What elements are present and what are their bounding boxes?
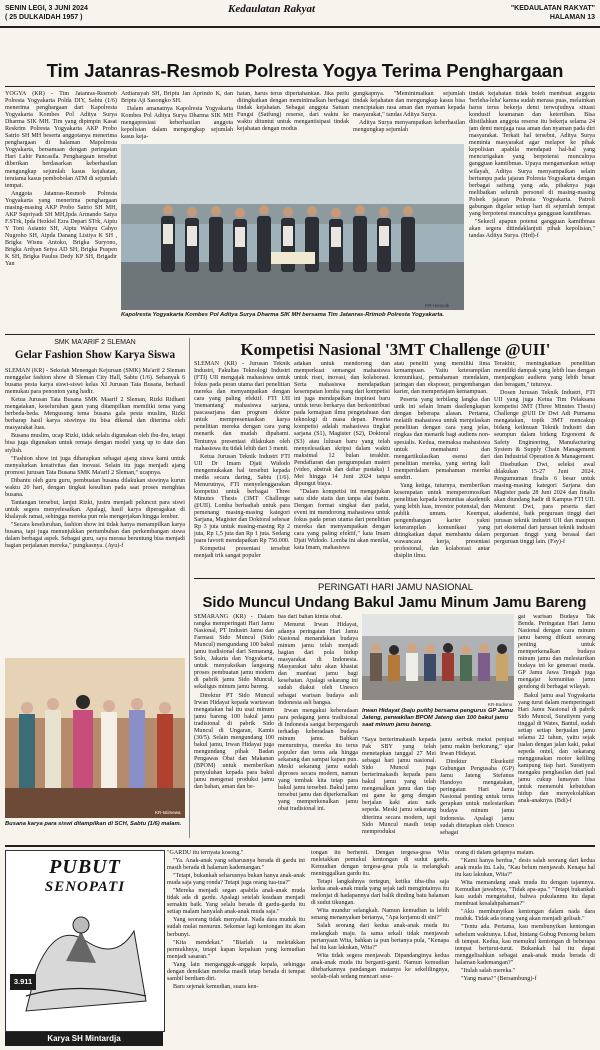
article2-headline: Gelar Fashion Show Karya Siswa bbox=[14, 349, 176, 361]
serial-col3 bbox=[455, 850, 595, 1046]
serial-c2-p4: Salah seorang dari kedua anak-anak muda itu melangkah maju. Ia sama sekali tidak menjawab pertanyaan Wita, bahkan ia pun bertanya pula, "Kenapa hal itu kau lakukan, Wita?" bbox=[311, 923, 449, 951]
fashion-show-photo bbox=[5, 658, 185, 818]
serial-col2 bbox=[311, 850, 449, 1046]
article1-c4-p1: gungkapnya. "Meminimalkan sejumlah tindak kejahatan dan mengungkap kasus bisa menciptakan rasa aman dan nyaman kepada masyarakat," tandas Aditya Surya. bbox=[353, 91, 465, 119]
article1-c2-p2: Dalam amanatnya Kapolresta Yogyakarta Kombes Pol Aditya Surya Dharma SIK MH mengapresiasi keberhasilan anggota kepolisian dalam mengungkap sejumlah kasus keja- bbox=[121, 106, 233, 141]
jamu-event-photo bbox=[362, 614, 514, 700]
serial-c1-p2: "Ya. Anak-anak yang seharusnya berada di gardu ini masih berada di halaman kademangan." bbox=[167, 858, 305, 872]
serial-c2-p3: Wita mundur selangkah. Namun kemudian ia lebih senang menanyakan bertanya, "Apa kerjamu di sini?" bbox=[311, 908, 449, 922]
article1-col4 bbox=[353, 91, 465, 141]
article3-c2-p1: adakan untuk mendorong dan memperkuat semangat mahasiswa untuk riset, inovasi, dan kolaborasi. Serta mahasiswa mendapatkan kesempatan lomba yang dari kompetisi ini juga mendapatkan inspirasi baru untuk terus berkarya dan berkontribusi pada kemajuan ilmu pengetahuan dan teknologi di masa depan. Peserta kompetisi adalah mahasiswa tingkat sarjana (S1), Magister (S2), Doktoral (S3) atau lulusan baru yang telah menyelesaikan skripsi dalam waktu maksimal 12 bulan terakhir. Pendaftaran dan pengumpulan materi (video, abstrak dan daftar pustaka) 1 Mei hingga 14 Juni 2024 tanpa dipungut biaya. bbox=[294, 361, 390, 487]
article1-col2 bbox=[121, 91, 233, 141]
article3-c3-p1: atau peneliti yang memiliki lima kemampuan. Yaitu keterampilan komunikasi, pemahaman mendalam, jaringan dan eksposur, pengembangan karier, dan mempertajam kemampuan. bbox=[394, 361, 490, 396]
article1-c1-p1: YOGYA (KR) - Tim Jatanras-Resmob Polresta Yogyakarta Polda DIY, Sabtu (1/6) menerima penghargaan dari Kapolresta Yogyakarta Kombes Pol Aditya Surya Dharma SIK MH. Tim yang dipimpin Kasat Reskrim Polresta Yogyakarta AKP Probo Satrio SH MH beserta anggotanya menerima penghargaan di halaman Mapolresta Yogyakarta, bersamaan dengan peringatan Hari Lahir Pancasila. Penghargaan tersebut diberikan berdasarkan keberhasilan mengungkap sejumlah kasus kejahatan, terutama kasus pembobolan ATM di sejumlah tempat. bbox=[5, 91, 117, 189]
article1-col5 bbox=[469, 91, 595, 329]
header-paper: "KEDAULATAN RAKYAT" bbox=[510, 5, 595, 12]
serial-c2-p1: tongan itu berhenti. Dengan tergesa-gesa Wita meletakkan pemukul kentongan di sudut gardu. Kemudian dengan tergesa-gesa pula ia melangkah meninggalkan gardu itu. bbox=[311, 850, 449, 878]
article2-p1: SLEMAN (KR) - Sekolah Menengah Kejuruan (SMK) Ma'arif 2 Sleman menggelar fashion show di Sleman City Hall, Sabtu (1/6). Sebanyak 6 busana pesta karya siswi-siswi kelas XI Jurusan Tata Busana, berhasil memukau para penonton yang hadir. bbox=[5, 368, 185, 396]
serial-illustration bbox=[5, 850, 165, 1032]
serial-author: Karya SH Mintardja bbox=[5, 1032, 163, 1046]
article1-headline: Tim Jatanras-Resmob Polresta Yogya Terima Penghargaan bbox=[46, 60, 564, 81]
article3-c1-p3: Kompetisi presentasi tersebut menjadi trik sangat populer bbox=[194, 546, 290, 560]
serial-c3-p6: "Itulah salah mereka." bbox=[461, 967, 516, 974]
article4-col3 bbox=[362, 737, 436, 840]
article4-c2-p3: Irwan mengakui keberadaan para pedagang jamu tradisional di Indonesia sangat berpengaruh terhadap keberadaan budaya minum jamu. Bahkan menurutnya, mereka itu terus populer dan terus ada hingga sekarang dan sampai kapan pun. Meski sekarang jamu sudah diproses secara modern, namun yang tombak kita tetap para bakul jamu tersebut. Bakul jamu tersebut jamu dan diperkenalkan yang memperkenalkan jamu obat tradisional ini. bbox=[278, 707, 358, 813]
article1-c2-p1: Ardiansyah SH, Briptu Jan Aprindo K, dan Briptu Aji Sasongko SH. bbox=[121, 91, 233, 105]
article4-headline: Sido Muncul Undang Bakul Jamu Minum Jamu Bareng bbox=[202, 595, 587, 611]
article3-col2 bbox=[294, 361, 390, 575]
article2-kicker: SMK MA'ARIF 2 SLEMAN bbox=[54, 339, 136, 346]
article3-c3-p2: Peserta yang terbilang langka dan unik ini selain Imam dasilengkapan dengan beberapa alasan. Pertama, melatih mahasiswa untuk menjelaskan penelitian dengan cara yang jelas, ringkas dan menarik bagi audiens non-spesialis. Kedua, memaksa mahasiswa untuk memahami dan mengartikulasikan esensi dari penelitian mereka, yang sering kali memperdalam pemahaman mereka sendiri. bbox=[394, 397, 490, 481]
article4-c2-p2: Menurut Irwan Hidayat, adanya peringatan Hari Jamu Nasional menandakan budaya minum jamu telah menjadi bagian dari pola hidup masyarakat di Indonesia. Masyarakat tahu akan khasiat dan manfaat jamu bagi kesehatan. Apalagi sekarang ini sudah diakui oleh Unesco sebagai warisan budaya asli Indonesia asli bangsa. bbox=[278, 622, 358, 706]
serial-c3-p7: "Yang mana?" (Bersambung)-f bbox=[461, 975, 537, 982]
article4-col1 bbox=[194, 614, 274, 840]
article2-photo-credit: KR-Istimewa bbox=[155, 810, 181, 815]
article4-photo-credit: KR-Budiono bbox=[488, 702, 513, 707]
serial-c3-p1: orang di dalam gelapnya malam. bbox=[455, 850, 535, 856]
article2-divider bbox=[189, 338, 190, 838]
article4-c4-p1: jamu serbuk meksi penjual jamu makin berkurang," ujar Irwan Hidayat. bbox=[440, 737, 514, 758]
serial-col1 bbox=[167, 850, 305, 1046]
serial-title-line2: SENOPATI bbox=[44, 879, 126, 895]
article4-c4-p2: Direktur Eksekutif Gubungan Pengusaha (GP) Jamu Jateng Stefanus Handoyo mengatakan, peringatan Hari Jamu Nasional penting untuk terus gerapkan untuk melestarikan budaya minum jamu Indonesia. Apalagi jamu sudah ditetapkan oleh Unesco sebagai bbox=[440, 759, 514, 836]
serial-c1-p8: Baru sejenak kemudian, suara ken- bbox=[173, 983, 259, 990]
article4-c3-p1: "Saya berterimakasih kepada Pak SBY yang telah menetapkan tanggal 27 Mei sebagai hari jamu nasional. Sido Muncul juga berterimakasih kepada para bakul jamu yang telah mengenalkan jamu dan tiap mi gane ke geng dengan berjalan kaki atau naik sepeda. Meski jamu sekarang diterima secara modern, tapi Sido Muncul masih tetap memproduksi bbox=[362, 737, 436, 835]
serial-c3-p2: "Kami hanya berdua," desis salah seorang dari kedua anak muda itu. Lalu, "Kau belum menjawab. Kenapa hal itu kau lakukan, Wita?" bbox=[455, 858, 595, 879]
article3-c1-p1: SLEMAN (KR) - Jurusan Teknik Industri, Fakultas Teknologi Industri (FTI) UII mengajak mahasiswa untuk fokus pada peran utama dari penelitian mereka dan menyampaikan dengan cara yang paling efektif. FTI UII 'memantang' mahasiswa sarjana, pascasarjana dan program doktor untuk mempresentasikan karya penelitian mereka dengan cara yang menarik dan mudah dipahami. Tentunya presentasi dilakukan oleh mahasiswa itu tidak lebih dari 3 menit. bbox=[194, 361, 290, 452]
serial-c3-p5: "Tentu ada. Pertama, kau membunyikan kentongan sebelum waktunya. Lihat, bintang Gubug Penceng belum di tempat. Kedua, kau memukul kentongan di beberapa tempat berturut-turut. Bukankah hal itu dapat menggelisahkan sebagai anak-anak muda berada di halaman kademangan?" bbox=[455, 924, 595, 966]
article4-c2-p1: bas dari bahan kimia obat. bbox=[278, 614, 343, 620]
article1-c4-p2: Aditya Surya menyampaikan keberhasilan mengungkap sejumlah bbox=[353, 120, 465, 134]
article1-photo-credit: KR-Hanyudi bbox=[425, 303, 450, 308]
article2-caption: Busana karya para siswi ditampilkan di SCH, Sabtu (1/6) malam. bbox=[5, 821, 182, 827]
article4-c5-p1: gai warisan Budaya Tak Benda. Peringatan Hari Jamu Nasional dengan cara minum jamu bareng diikuti seorang penting untuk memperkenalkan budaya minum jamu dan melestarikan budaya ini ke generasi muda. GP Jamu Jawa Tengah juga mengajar komunitas jamu gendong di berbagai wilayah. bbox=[518, 614, 595, 691]
serial-top-rule bbox=[5, 845, 595, 847]
article3-col4 bbox=[494, 361, 595, 575]
article2-p7: "Secara keseluruhan, fashion show ini tidak hanya menampilkan karya busana, tapi juga menunjukkan pertumbuhan dan perkembangan siswa dalam berbagai aspek. Sebagai guru, saya merasa beruntung bisa menjadi bagian perjalanan mereka," pungkasnya. (Ayu)-f bbox=[5, 521, 185, 550]
header-rule bbox=[0, 26, 600, 28]
article4-caption: Irwan Hidayat (baju putih) bersama pengurus GP Jamu Jateng, perwakilan BPOM Jateng dan 100 bakul jamu saat minum jamu bareng. bbox=[362, 708, 513, 728]
article4-c1-p2: Direktur PT Sido Muncul Irwan Hidayat kepada wartawan mengatakan hal itu usai minum jamu bareng 100 bakul jamu tradisional di pabrik Sido Muncul di Ungaran, Kamis (30/5). Selain mengundang 100 bakul jamu, Irwan Hidayat juga mengundang pihak Badan Pengawas Obat dan Makanan (BPOM) untuk memberikan penyuluhan kepada para bakul jamu mengenai produksi jamu dan bahan, aman dan be- bbox=[194, 692, 274, 791]
header-page: HALAMAN 13 bbox=[549, 14, 595, 21]
serial-c1-p1: "GARDU itu ternyata kosong." bbox=[167, 850, 244, 856]
serial-title-line1: PUBUT bbox=[49, 856, 121, 878]
article4-col2 bbox=[278, 614, 358, 840]
article2-p4: "Fashion show ini juga diharapkan sebagai ajang siswa kami untuk menyalurkan kreativitas dan inovasi. Selain itu juga menjadi ajang promosi jurusan Tata Busana SMK Ma'arif 2 Sleman," ucapnya. bbox=[5, 455, 185, 476]
article1-col1 bbox=[5, 91, 117, 299]
article1-bottom-rule bbox=[5, 334, 595, 335]
article3-c3-p3: Yang ketiga, tuturnya, memberikan kesempatan untuk memperomosikan penelitian kepada komunitas akademik yang lebih luas, investor potensial, dan publik umum. Keempat, pengembangan karier yakni keterampilan komunikasi yang ditingkatkan dapat membantu dalam wawancara kerja, presentasi profesional, dan kolaborasi antar disiplin ilmu. bbox=[394, 482, 490, 560]
police-team-photo bbox=[121, 144, 464, 310]
article1-c3-p1: hatan, harus terus dipertahankan. Jika perlu ditingkatkan dengan meminimalkan berbagai tindak kejahatan. Sebagai anggota Satuan Fungsi (Satfung) reserse, dari waktu ke waktu dituntut untuk mengantisipasi tindak kejahatan dengan modus bbox=[237, 91, 349, 133]
article4-c1-p1: SEMARANG (KR) - Dalam rangka memperingati Hari Jamu Nasional, PT Industri Jamu dan Farmasi Sido Muncul (Sido Muncul) mengundang 100 bakul jamu tradisional dari Semarang, Solo, Jakarta dan Yogyakarta, untuk menyaksikan langsung proses pembuatan jamu modern di pabrik jamu Sido Muncul, sekaligus minum jamu bareng. bbox=[194, 614, 274, 691]
serial-c3-p4: "Aku membunyikan kentongan dalam nada dara muduk. Tidak ada orang yang akan menjadi gelisah." bbox=[455, 909, 595, 923]
serial-number: 3.911 bbox=[10, 974, 36, 990]
article3-c4-p1: Terakhir, meningkatkan penelitian memiliki dampak yang lebih luas dengan menjangkau audiens yang lebih besar dan beragam," tutursya. bbox=[494, 361, 595, 389]
serial-c1-p3: "Tetapi, bukankah seharusnya bukan hanya anak-anak muda saja yang ronda? Tetapi juga orang tua-tua?" bbox=[167, 873, 305, 887]
article1-c1-p2: Anggota Jatanras-Resmob Polresta Yogyakarta yang menerima penghargaan masing-masing AKP Probo Satrio SH MH, AKP Supriyadi SH MH,Ipda Armando Satya F.STrk, Ipda Hezkiel Ezra Depari STrk, Aiptu Y Toni Asianto SH, Aiptu Wahyu Cahyo Nugroho SH, Aipda Danang Listiya K SH , Brigka Wisnu Antoko, Brigka Suryono, Brigka Ardyan Setya AD SH, Brigka Puspen K SH, Brigka Paulus Dedy KP SH, Brigadir Yan bbox=[5, 190, 117, 268]
serial-c3-p3: Wita memandang anak muda itu dengan tajamnya. Kemudian jawabnya, "Tidak apa-apa." "Tetapi bukankah kau sudah mengetahui, bahwa pukulanmu itu dapat membuat kesalahpahaman?" bbox=[455, 880, 595, 908]
serial-c2-p2: Tetapi langkahnya tertegun, ketika tiba-tiba saja kedua anak-anak muda yang sejak tadi mengintainya itu melonjat di hadapannya dari balik dinding batu halaman di sudut tikungan. bbox=[311, 879, 449, 907]
article3-bottom-rule bbox=[194, 578, 595, 579]
article3-col3 bbox=[394, 361, 490, 575]
article2-p3: Busana muslim, ucap Rizki, tidak selalu digunakan oleh ibu-ibu, tetapi bisa juga digunakan untuk remaja dengan model yang up to date dan stylish. bbox=[5, 433, 185, 454]
article3-c4-p2: Dosen Jurusan Teknik Industri, FTI UII yang juga Ketua Tim Pelaksana kompetisi 3MT (Three Minutes Thesis) Challenge @UII Dr Dwi Adi Purnama mengatakan, topik 3MT mencakup bidang keilmuan Teknik Industri dan seumpun dalam bidang Ergonomi & Safety Engineering, Manufacturing System & Supply Chain Management dan Industrial Operation & Management. bbox=[494, 390, 595, 460]
header-hijri: ( 25 DULKAIDAH 1957 ) bbox=[5, 14, 83, 21]
article3-headline: Kompetisi Nasional '3MT Challenge @UII' bbox=[240, 340, 551, 359]
article3-c4-p3: Disebutkan Dwi, seleksi awal dilakukan 15-27 Juni 2024. Pengumuman finalis 6 besar untuk masing-masing kategori Sarjana dan Magister pada 28 Juni 2024 dan finalis akan diundang hadir di Kampus FTI UII. Menurut Dwi, para peserta dari akademisi, baik perguruan tinggi dari jurusan teknik industri UII dan maupun juri eksternal dari jurusan teknik industri perguruan tinggi yang berasal dari perguruan tinggi lain. (Fsy)-f bbox=[494, 461, 595, 546]
article2-p2: Ketua Jurusan Tata Busana SMK Maarif 2 Sleman, Rizki Ridhani mengatakan, keseluruhan gaun yang ditampilkan memiliki tema yang berbeda-beda. Mengusung tema busana gala pesta muslim, Rizki berharap hasil karya siswinya itu bisa dikenal dan diterima oleh masyarakat luas. bbox=[5, 397, 185, 432]
article2-body bbox=[5, 368, 185, 654]
article4-col5 bbox=[518, 614, 595, 840]
article2-p6: Tantangan tersebut, lanjut Rizki, justru menjadi peluncut para siswi untuk segera menyelesaikan. Apalagi, hasil karya diperagakan di khalayak ramai, sehingga mereka pun rela mengerjakan hingga lembur. bbox=[5, 499, 185, 520]
article2-p5: Dibantu oleh guru guru, pembuatan busana dilakukan siswinya kurun waktu 20 hari, dengan tingkat kesulitan pada saat proses menghias busana. bbox=[5, 477, 185, 498]
serial-c1-p4: "Mereka menjadi segan apabila anak-anak muda tidak ada di gardu. Apalagi setelah keadaan menjadi semakin baik. Yang selalu berada di gardu-gardu itu setiap malam hanyalah anak-anak muda saja." bbox=[167, 888, 305, 916]
article1-c5-p2: "Sekecil apapun potensi gangguan kamtibmas akan segera ditindaklanjuti pihak kepolisian," tandas Aditya Surya. (Hrd)-f bbox=[469, 218, 595, 239]
article1-c5-p1: tindak kejahatan tidak boleh membuat anggota 'berleha-leha' karena sudah merasa puas, melainkan harus terus bekerja demi terwujudnya situasi kondusif keamanan dan ketertiban. Bisa diistilahkan anggota reserse itu bekerja selama 24 jam demi menjaga rasa aman dan nyaman pada diri masyarakat. Terkait hal tersebut, Aditya Surya meminta masyarakat agar melapor ke pihak kepolisian apabila mendapati hal-hal yang mencurigakan yang berpotensi munculnya gangguan kamtibmas. Upaya mengamankan setiap wilayah, Aditya Surya menyampaikan selain bertumpu pada jajaran Polresta Yogyakarta dengan berbagai satfung yang ada, pihaknya juga melibatkan seluruh personel di masing-masing Polsek jajaran Polresta Yogyakarta. Patroli gabungan digelar setiap hari di sejumlah tempat yang berpotensi munculnya gangguan kamtibmas. bbox=[469, 91, 595, 217]
article1-col3 bbox=[237, 91, 349, 141]
article1-caption: Kapolresta Yogyakarta Kombes Pol Aditya Surya Dharma SIK MH bersama Tim Jatanras-Rrimob Polresta Yogyakarta. bbox=[121, 312, 445, 318]
serial-c1-p7: Yang lain mengangguk-angguk kepala, sehingga dengan demikian mereka masih tetap berada di tempat sambil berdiam diri. bbox=[167, 961, 305, 982]
serial-c2-p5: Wita tidak segera menjawab. Dipandanginya kedua anak-anak muda itu berganti-ganti. Namun kemudian ditebarkannya pandangan matanya ke sekelilingnya, seolah-olah sedang mencari sese- bbox=[311, 952, 449, 980]
article3-c1-p2: Ketua Jurusan Teknik Industri FTI UII Dr Imam Djati Widodo mengemukakan hal tersebut kepada media secara daring, Sabtu (1/6). Menurutnya, FTI menyelenggarakan kompetisi untuk berbagai Three Minutes Thesis (3MT Challenge @UII). Lomba berhadiah untuk para pemenang masing-masing kategori Sarjana, Magister dan Doktoral sebesar Rp 3 juta untuk masing-masing Rp 2 juta, Rp 1,5 juta dan Rp 1 juta. Sedang juara favorit mendapatkan Rp 750.000. bbox=[194, 453, 290, 545]
article4-c5-p2: Bakul jamu asal Yogyakarta yang turut dalam memperingati Hari Jamu Nasional di pabrik Sido Muncul, Suratiyem yang tinggal di Wates, Bantul, sudah setiap setiap berjualan jamu selama 22 tahun, yaitu sejak jualan dengan jalan kaki, pakai sepeda ontel, dan sekarang menggunakan motor keliling kampung tiap hari. Suratiyem mengaku penghasilan dari jual jamu cukup lumayan bisa untuk memenuhi kebutuhan hidup dan menyekolahkan anak-anaknya. (Bdi)-f bbox=[518, 692, 595, 805]
article3-c2-p2: "Dalam kompetisi ini mengajukan satu slide statis dan tanpa alat bantu. Dengan format singkat dan padat, event ini mendorong mahasiswa untuk fokus pada peran utama dari penelitian mereka dan menyampaikan dengan cara yang paling efektif," kata Imam Djati Widodo. Lomba ini akan menilai, kata Imam, mahasiswa bbox=[294, 488, 390, 552]
article4-kicker: PERINGATI HARI JAMU NASIONAL bbox=[317, 582, 473, 593]
serial-c1-p5: Yang seorang tidak menyahut. Nada dara muduk itu sudah mulai menurun. Sekemar lagi kentongan itu akan berbunyi. bbox=[167, 917, 305, 938]
article4-col4 bbox=[440, 737, 514, 840]
article3-col1 bbox=[194, 361, 290, 575]
article1-rule bbox=[5, 86, 595, 87]
serial-c1-p6: "Kita mendekat." "Biarlah ia meletakkan permukhnya, tetapi kapan kepaluan yang kemudian menjadi sasaran." bbox=[167, 939, 305, 960]
header-date: SENIN LEGI, 3 JUNI 2024 bbox=[5, 5, 88, 12]
masthead-logo: Kedaulatan Rakyat bbox=[228, 3, 316, 15]
